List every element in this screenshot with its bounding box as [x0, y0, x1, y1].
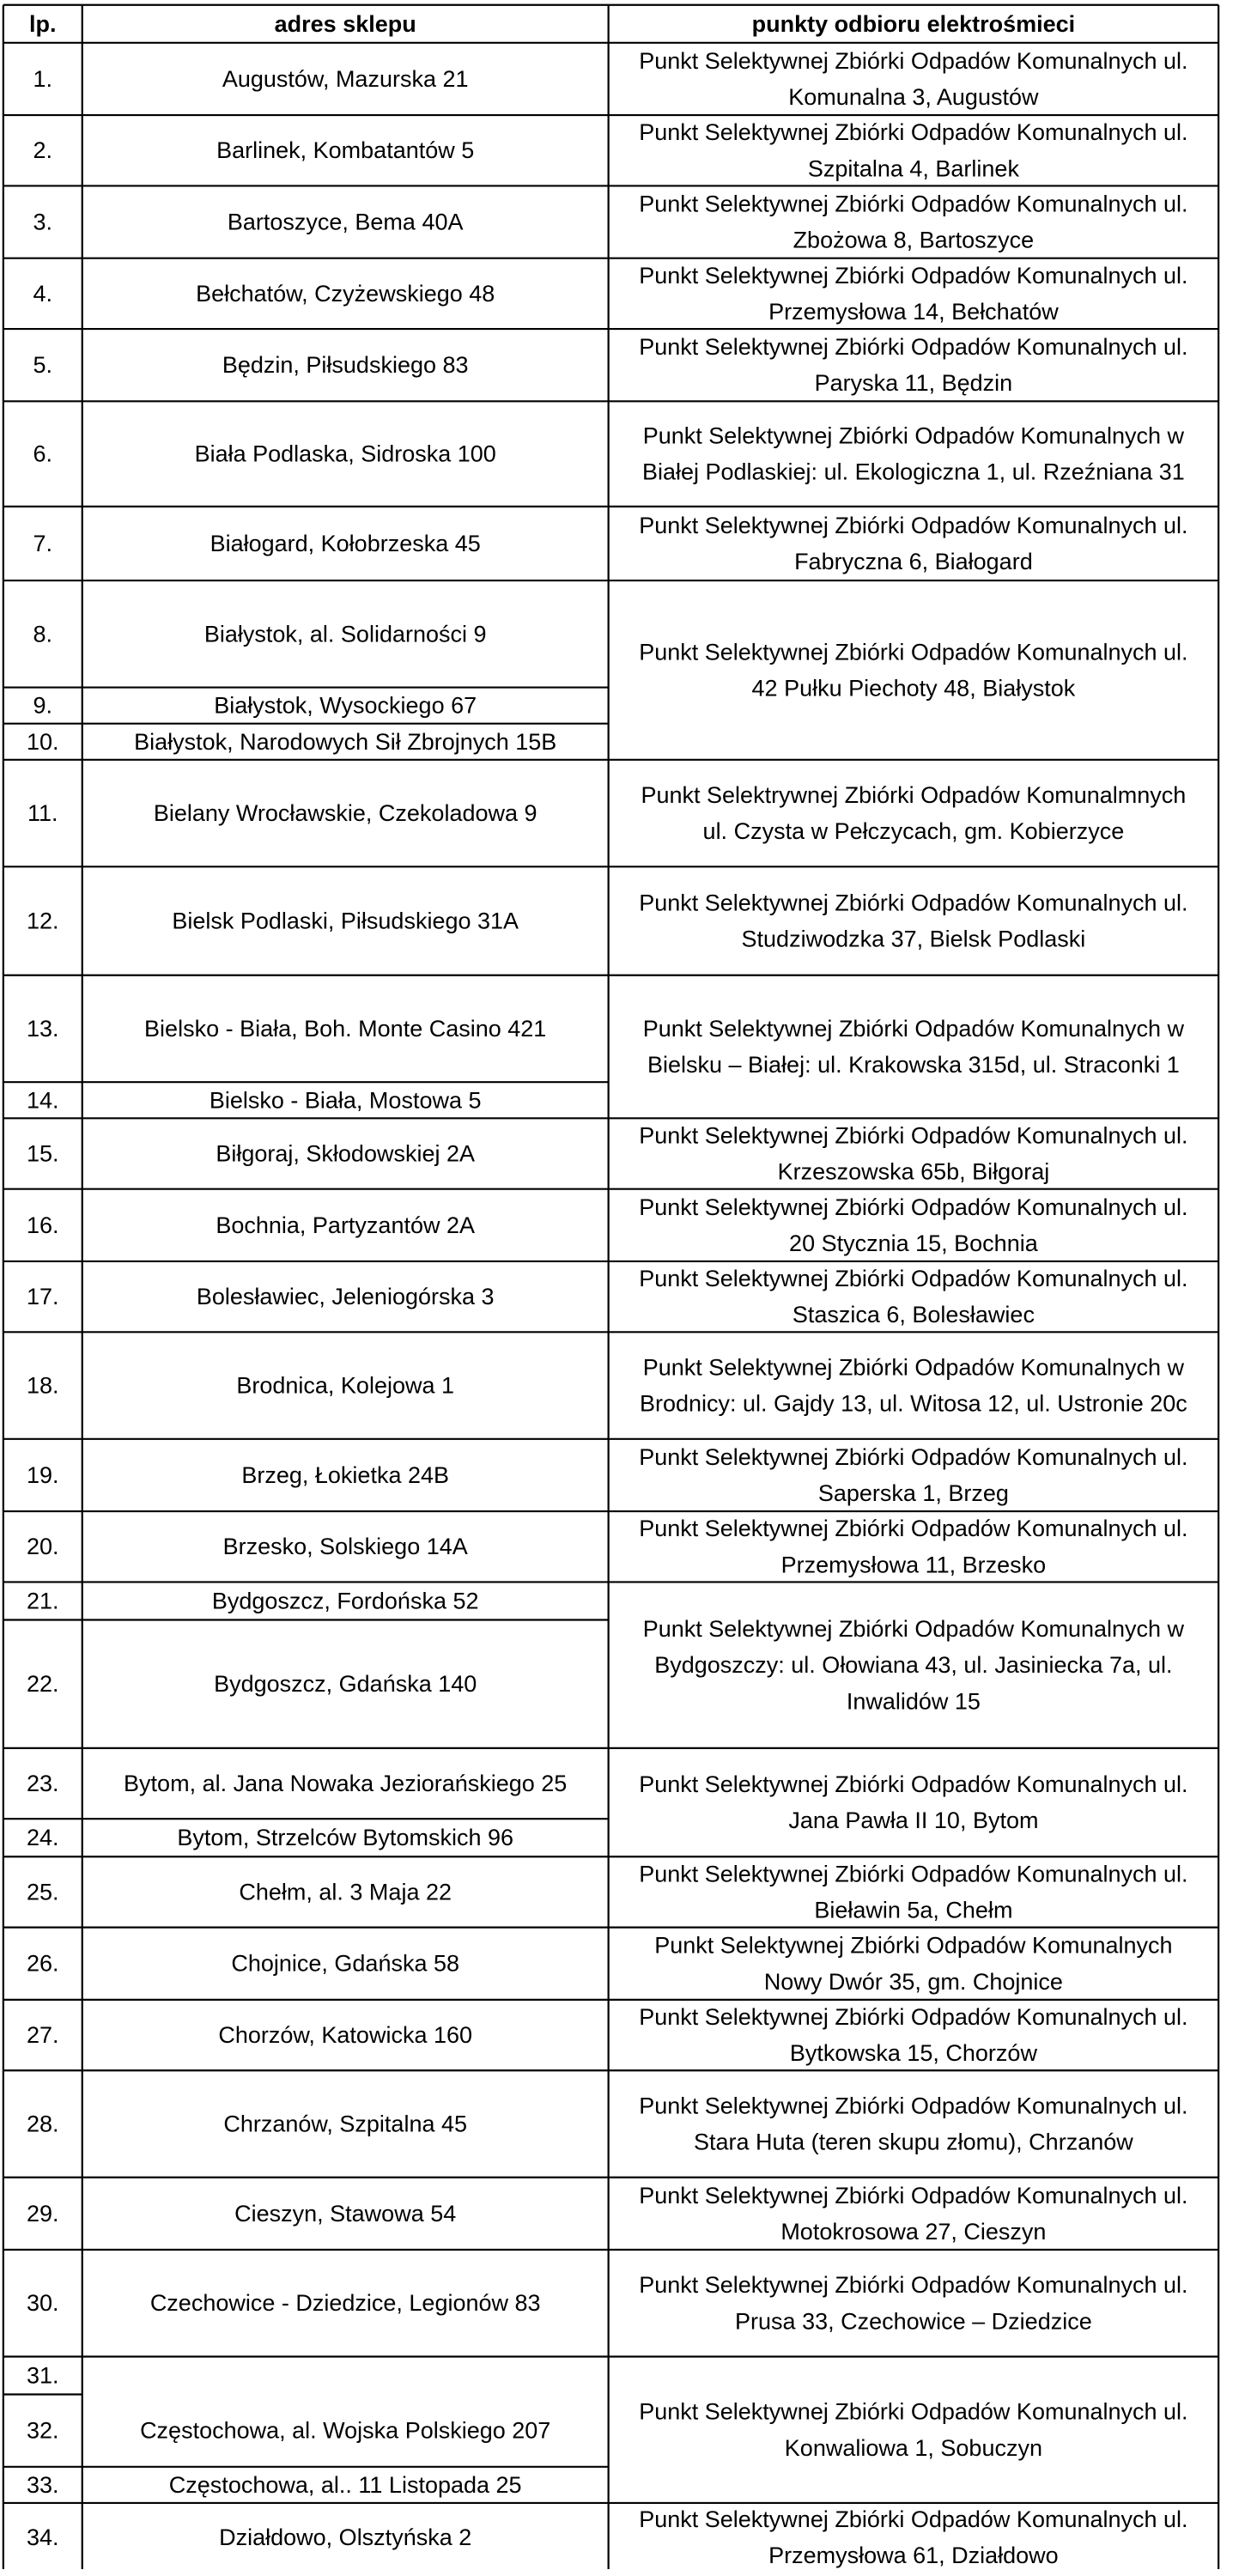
row-address: Bielany Wrocławskie, Czekoladowa 9 — [153, 800, 537, 827]
row-address: Biała Podlaska, Sidroska 100 — [194, 440, 496, 467]
row-lp: 24. — [27, 1825, 59, 1851]
row-address: Bielsko - Biała, Mostowa 5 — [209, 1087, 482, 1114]
row-lp: 29. — [27, 2200, 59, 2227]
points-cell-line: Szpitalna 4, Barlinek — [807, 155, 1019, 182]
points-cell-line: Punkt Selektywnej Zbiórki Odpadów Komunalnych ul. — [639, 334, 1188, 361]
points-cell-line: Paryska 11, Będzin — [814, 370, 1013, 397]
points-cell-line: Bydgoszczy: ul. Ołowiana 43, ul. Jasiniecka 7a, ul. — [654, 1652, 1173, 1679]
points-cell-line: Punkt Selektywnej Zbiórki Odpadów Komunalnych ul. — [639, 191, 1188, 217]
points-cell-line: Punkt Selektywnej Zbiórki Odpadów Komunalnych — [654, 1932, 1173, 1959]
row-lp: 27. — [27, 2022, 59, 2049]
points-cell-line: Punkt Selektywnej Zbiórki Odpadów Komunalnych ul. — [639, 2506, 1188, 2533]
row-lp: 19. — [27, 1461, 59, 1488]
row-lp: 23. — [27, 1771, 59, 1797]
points-cell-line: Studziwodzka 37, Bielsk Podlaski — [741, 926, 1086, 952]
points-cell-line: Zbożowa 8, Bartoszyce — [793, 227, 1035, 253]
row-address: Chrzanów, Szpitalna 45 — [223, 2111, 468, 2137]
row-address: Będzin, Piłsudskiego 83 — [222, 352, 469, 379]
points-cell-line: Bielsku – Białej: ul. Krakowska 315d, ul. Straconki 1 — [647, 1052, 1180, 1078]
points-cell-line: Punkt Selektywnej Zbiórki Odpadów Komunalnych w — [642, 1616, 1185, 1643]
points-cell-line: Staszica 6, Bolesławiec — [792, 1302, 1035, 1328]
row-address: Chorzów, Katowicka 160 — [218, 2022, 473, 2049]
points-cell-line: Saperska 1, Brzeg — [817, 1480, 1009, 1507]
row-address: Bochnia, Partyzantów 2A — [216, 1212, 476, 1238]
row-lp: 6. — [33, 440, 53, 467]
points-cell-line: Fabryczna 6, Białogard — [794, 549, 1033, 575]
points-cell-line: Punkt Selektywnej Zbiórki Odpadów Komunalnych ul. — [639, 2182, 1188, 2208]
row-address: Białystok, Wysockiego 67 — [214, 692, 477, 719]
row-address: Białogard, Kołobrzeska 45 — [210, 530, 481, 556]
header-points: punkty odbioru elektrośmieci — [751, 10, 1076, 37]
points-cell-line: Punkt Selektywnej Zbiórki Odpadów Komunalnych ul. — [639, 1122, 1188, 1149]
row-lp: 25. — [27, 1879, 59, 1905]
row-lp: 10. — [27, 728, 59, 755]
points-cell-line: Przemysłowa 11, Brzesko — [780, 1552, 1047, 1578]
points-cell-line: Punkt Selektywnej Zbiórki Odpadów Komunalnych ul. — [639, 1443, 1188, 1470]
row-lp: 28. — [27, 2111, 59, 2137]
points-cell-line: ul. Czysta w Pełczycach, gm. Kobierzyce — [702, 818, 1125, 845]
row-lp: 8. — [33, 621, 53, 647]
row-lp: 9. — [33, 692, 53, 719]
row-lp: 18. — [27, 1372, 59, 1399]
row-lp: 4. — [33, 280, 53, 307]
row-lp: 15. — [27, 1140, 59, 1167]
points-cell-line: Nowy Dwór 35, gm. Chojnice — [763, 1968, 1063, 1995]
row-lp: 31. — [27, 2362, 59, 2389]
row-address: Bydgoszcz, Fordońska 52 — [211, 1588, 479, 1614]
points-cell-line: 20 Stycznia 15, Bochnia — [789, 1230, 1038, 1256]
points-cell-line: Bieławin 5a, Chełm — [814, 1897, 1013, 1923]
points-cell-line: Punkt Selektywnej Zbiórki Odpadów Komunalnych ul. — [639, 890, 1188, 916]
row-address: Białystok, Narodowych Sił Zbrojnych 15B — [134, 728, 557, 755]
row-lp: 11. — [27, 800, 58, 827]
row-address: Chojnice, Gdańska 58 — [231, 1950, 460, 1977]
header-address: adres sklepu — [274, 10, 416, 37]
points-cell-line: Prusa 33, Czechowice – Dziedzice — [735, 2308, 1092, 2335]
row-lp: 14. — [27, 1087, 59, 1114]
points-cell-line: Punkt Selektywnej Zbiórki Odpadów Komunalnych ul. — [639, 512, 1188, 538]
points-cell-line: Punkt Selektywnej Zbiórki Odpadów Komunalnych ul. — [639, 1194, 1188, 1220]
points-cell-line: Punkt Selektywnej Zbiórki Odpadów Komunalnych w — [642, 422, 1185, 449]
row-lp: 33. — [27, 2471, 59, 2498]
row-lp: 5. — [33, 352, 53, 379]
points-cell-line: Punkt Selektywnej Zbiórki Odpadów Komunalnych ul. — [639, 47, 1188, 74]
points-cell-line: Punkt Selektywnej Zbiórki Odpadów Komunalnych ul. — [639, 262, 1188, 289]
points-cell-line: Punkt Selektywnej Zbiórki Odpadów Komunalnych ul. — [639, 2272, 1188, 2299]
points-cell-line: Punkt Selektywnej Zbiórki Odpadów Komunalnych ul. — [639, 639, 1188, 665]
points-cell-line: Punkt Selektywnej Zbiórki Odpadów Komunalnych ul. — [639, 1861, 1188, 1887]
row-address: Brodnica, Kolejowa 1 — [236, 1372, 455, 1399]
row-lp: 20. — [27, 1534, 59, 1560]
row-address: Bydgoszcz, Gdańska 140 — [214, 1671, 477, 1698]
row-address: Czechowice - Dziedzice, Legionów 83 — [149, 2290, 541, 2317]
points-cell-line: Stara Huta (teren skupu złomu), Chrzanów — [694, 2129, 1133, 2155]
points-cell-line: Punkt Selektywnej Zbiórki Odpadów Komunalnych ul. — [639, 1771, 1188, 1797]
row-lp: 32. — [27, 2417, 59, 2444]
row-address: Brzeg, Łokietka 24B — [241, 1461, 450, 1488]
row-lp: 1. — [33, 65, 53, 92]
row-lp: 16. — [27, 1212, 59, 1238]
row-address: Augustów, Mazurska 21 — [222, 65, 469, 92]
points-cell-line: Bytkowska 15, Chorzów — [789, 2040, 1037, 2067]
points-cell-line: Punkt Selektrywnej Zbiórki Odpadów Komunalmnych — [641, 781, 1187, 808]
row-lp: 13. — [27, 1015, 59, 1042]
row-address: Chełm, al. 3 Maja 22 — [239, 1879, 452, 1905]
row-lp: 17. — [27, 1284, 59, 1310]
row-address: Bielsk Podlaski, Piłsudskiego 31A — [172, 908, 519, 934]
row-lp: 30. — [27, 2290, 59, 2317]
points-cell-line: Krzeszowska 65b, Biłgoraj — [777, 1158, 1050, 1185]
points-cell-line: Punkt Selektywnej Zbiórki Odpadów Komunalnych ul. — [639, 2398, 1188, 2425]
points-cell-line: Punkt Selektywnej Zbiórki Odpadów Komunalnych ul. — [639, 1266, 1188, 1292]
row-address: Działdowo, Olsztyńska 2 — [219, 2524, 472, 2551]
row-address: Cieszyn, Stawowa 54 — [234, 2200, 457, 2227]
row-address: Częstochowa, al. Wojska Polskiego 207 — [140, 2417, 551, 2444]
points-cell-line: Przemysłowa 14, Bełchatów — [768, 298, 1059, 325]
row-address: Brzesko, Solskiego 14A — [222, 1534, 468, 1560]
points-cell-line: Punkt Selektywnej Zbiórki Odpadów Komunalnych ul. — [639, 2003, 1188, 2030]
row-lp: 3. — [33, 209, 53, 235]
row-lp: 21. — [27, 1588, 59, 1614]
row-address: Bartoszyce, Bema 40A — [227, 209, 464, 235]
points-cell-line: Motokrosowa 27, Cieszyn — [780, 2218, 1047, 2245]
row-lp: 12. — [27, 908, 59, 934]
points-cell-line: Punkt Selektywnej Zbiórki Odpadów Komunalnych w — [642, 1015, 1185, 1042]
points-cell-line: Punkt Selektywnej Zbiórki Odpadów Komunalnych ul. — [639, 2093, 1188, 2119]
row-lp: 7. — [33, 530, 53, 556]
points-cell-line: Punkt Selektywnej Zbiórki Odpadów Komunalnych ul. — [639, 119, 1188, 146]
row-address: Bielsko - Biała, Boh. Monte Casino 421 — [144, 1015, 547, 1042]
points-cell-line: Punkt Selektywnej Zbiórki Odpadów Komunalnych ul. — [639, 1516, 1188, 1542]
points-cell-line: Białej Podlaskiej: ul. Ekologiczna 1, ul. Rzeźniana 31 — [641, 459, 1185, 485]
row-address: Bytom, al. Jana Nowaka Jeziorańskiego 25 — [124, 1771, 568, 1797]
row-address: Bytom, Strzelców Bytomskich 96 — [177, 1825, 514, 1851]
points-cell-line: 42 Pułku Piechoty 48, Białystok — [751, 675, 1076, 702]
row-address: Białystok, al. Solidarności 9 — [203, 621, 487, 647]
row-address: Częstochowa, al.. 11 Listopada 25 — [168, 2471, 522, 2498]
row-address: Barlinek, Kombatantów 5 — [216, 137, 475, 164]
points-cell-line: Komunalna 3, Augustów — [788, 83, 1039, 110]
row-lp: 26. — [27, 1950, 59, 1977]
row-address: Biłgoraj, Skłodowskiej 2A — [216, 1140, 476, 1167]
points-cell-line: Przemysłowa 61, Działdowo — [768, 2543, 1059, 2569]
row-address: Bolesławiec, Jeleniogórska 3 — [196, 1284, 495, 1310]
row-lp: 22. — [27, 1671, 59, 1698]
points-cell-line: Brodnicy: ul. Gajdy 13, ul. Witosa 12, ul. Ustronie 20c — [639, 1390, 1187, 1417]
points-cell-line: Konwaliowa 1, Sobuczyn — [784, 2434, 1042, 2461]
points-cell-line: Inwalidów 15 — [846, 1688, 981, 1715]
row-address: Bełchatów, Czyżewskiego 48 — [196, 280, 495, 307]
row-lp: 2. — [33, 137, 53, 164]
row-lp: 34. — [27, 2524, 59, 2551]
header-lp: lp. — [29, 10, 57, 37]
points-cell-line: Jana Pawła II 10, Bytom — [788, 1807, 1039, 1834]
points-cell-line: Punkt Selektywnej Zbiórki Odpadów Komunalnych w — [642, 1354, 1185, 1381]
